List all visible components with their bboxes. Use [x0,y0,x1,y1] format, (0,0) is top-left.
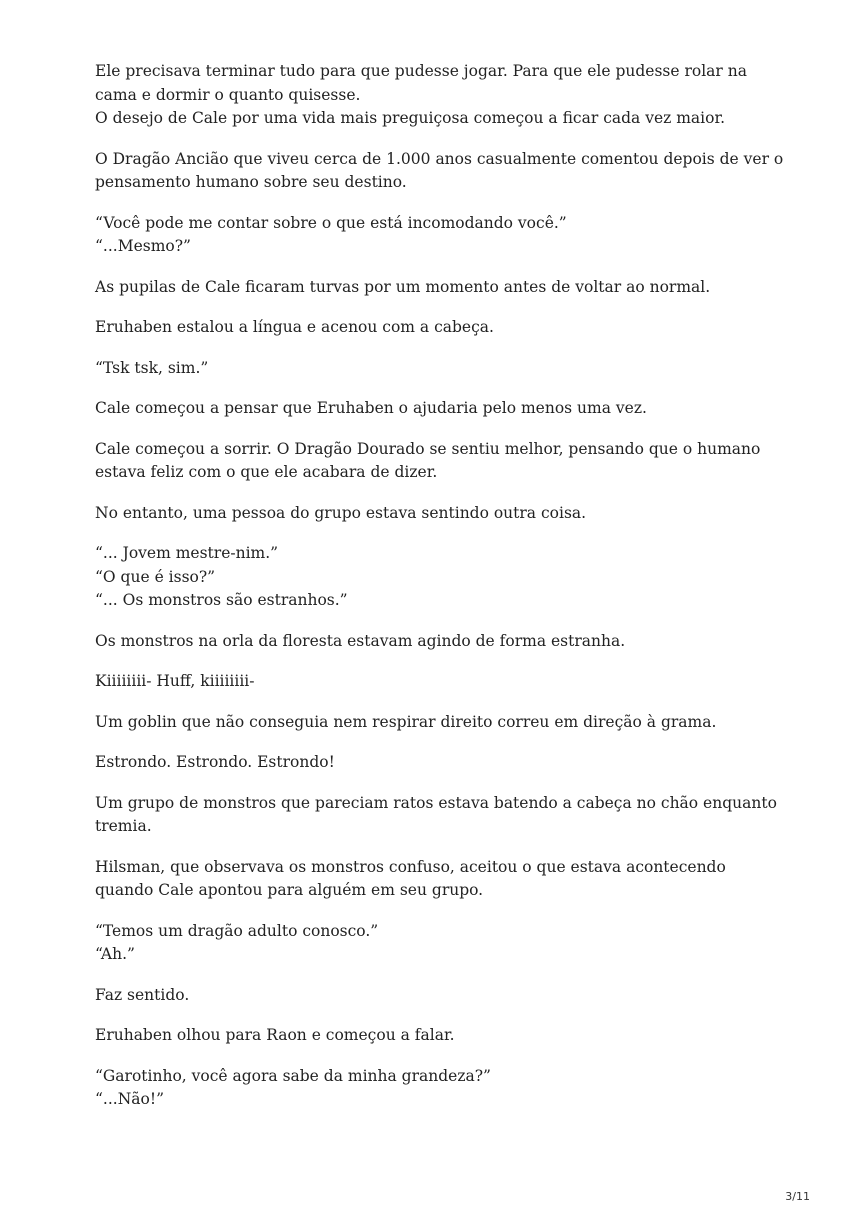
paragraph [95,316,785,340]
text-line: Os monstros na orla da floresta estavam agindo de forma estranha. [95,631,626,650]
text-line: Hilsman, que observava os monstros confuso, aceitou o que estava acontecendo quando Cale apontou para alguém em seu grupo. [95,857,726,899]
text-line: Eruhaben olhou para Raon e começou a falar. [95,1026,455,1044]
paragraph [95,502,785,526]
text-line: Estrondo. Estrondo. Estrondo! [95,753,335,771]
dialogue-line: “...Mesmo?” [95,237,191,255]
text-line: Cale começou a pensar que Eruhaben o ajudaria pelo menos uma vez. [95,399,647,417]
paragraph [95,60,785,131]
text-line: Um grupo de monstros que pareciam ratos estava batendo a cabeça no chão enquanto tremia. [95,793,777,835]
paragraph [95,751,785,775]
paragraph [95,1024,785,1048]
dialogue-paragraph [95,920,785,967]
text-line: Cale começou a sorrir. O Dragão Dourado se sentiu melhor, pensando que o humano estava feliz com o que ele acabara de dizer. [95,439,761,481]
dialogue-line: “...Não!” [95,1090,164,1108]
document-body [95,60,785,1129]
dialogue-line: “... Os monstros são estranhos.” [95,591,348,609]
text-line: Faz sentido. [95,985,190,1004]
dialogue-paragraph [95,1065,785,1112]
paragraph [95,856,785,903]
paragraph [95,792,785,839]
text-line: O Dragão Ancião que viveu cerca de 1.000 anos casualmente comentou depois de ver o pensamento humano sobre seu destino. [95,149,784,191]
dialogue-line: “Ah.” [95,945,135,963]
text-line: Kiiiiiiii- Huff, kiiiiiiii- [95,672,255,690]
dialogue-line: “... Jovem mestre-nim.” [95,544,279,562]
text-line: Um goblin que não conseguia nem respirar direito correu em direção à grama. [95,712,717,731]
dialogue-paragraph [95,542,785,613]
page-number: 3/11 [785,1190,810,1203]
dialogue-line: “Tsk tsk, sim.” [95,358,209,377]
paragraph [95,397,785,421]
dialogue-paragraph [95,212,785,259]
paragraph [95,984,785,1008]
paragraph [95,670,785,694]
text-line: No entanto, uma pessoa do grupo estava sentindo outra coisa. [95,503,587,522]
paragraph [95,276,785,300]
dialogue-paragraph [95,357,785,381]
dialogue-line: “O que é isso?” [95,567,216,586]
paragraph [95,148,785,195]
text-line: As pupilas de Cale ficaram turvas por um momento antes de voltar ao normal. [95,277,711,296]
dialogue-line: “Você pode me contar sobre o que está incomodando você.” [95,213,567,232]
dialogue-line: “Temos um dragão adulto conosco.” [95,921,379,940]
paragraph [95,630,785,654]
text-line: O desejo de Cale por uma vida mais preguiçosa começou a ficar cada vez maior. [95,109,726,127]
text-line: Eruhaben estalou a língua e acenou com a cabeça. [95,318,494,336]
paragraph [95,711,785,735]
text-line: Ele precisava terminar tudo para que pudesse jogar. Para que ele pudesse rolar na cama e dormir o quanto quisesse. [95,62,747,104]
dialogue-line: “Garotinho, você agora sabe da minha grandeza?” [95,1066,491,1085]
paragraph [95,438,785,485]
